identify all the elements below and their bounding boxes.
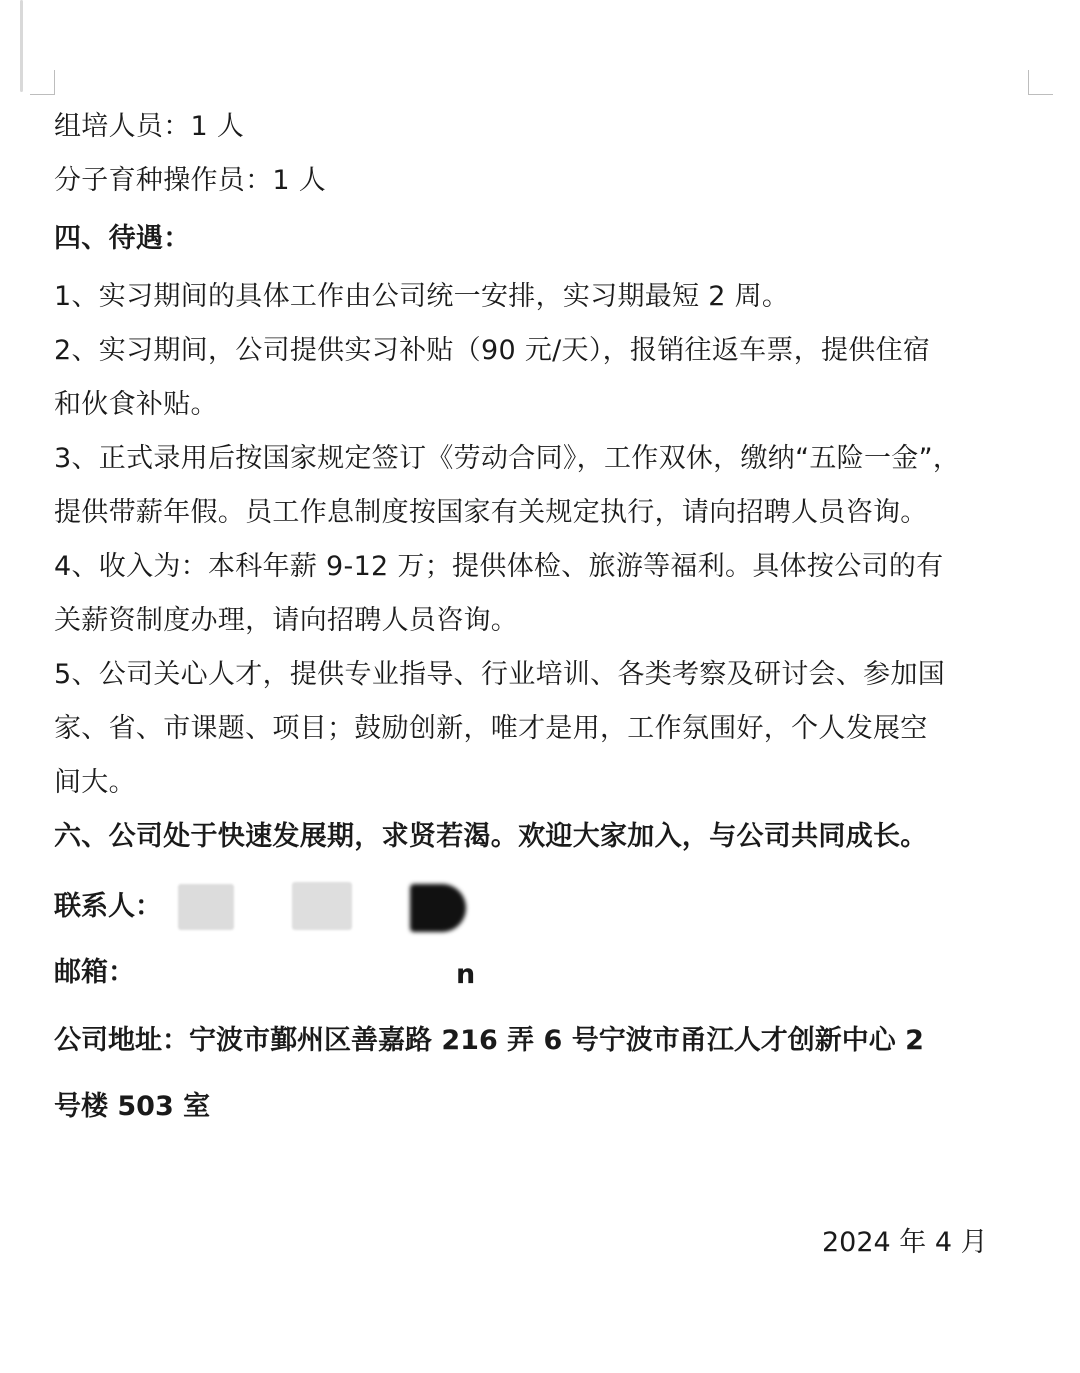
staff-line-tissue-culture: 组培人员：1 人 [54,111,245,142]
redaction-blur-1 [178,884,234,930]
address-line-2: 号楼 503 室 [54,1091,211,1122]
benefit-item-4 [54,540,1034,648]
email-label: 邮箱： [54,957,135,988]
benefit-item-3 [54,432,1034,540]
benefit-item-1-line: 1、实习期间的具体工作由公司统一安排，实习期最短 2 周。 [54,281,790,312]
scroll-edge-indicator [20,0,23,92]
staff-line-molecular-breeding: 分子育种操作员：1 人 [54,165,327,196]
benefit-item-5-line-1: 5、公司关心人才，提供专业指导、行业培训、各类考察及研讨会、参加国 [54,659,946,690]
section-4-title: 四、待遇： [54,223,191,254]
benefit-item-2-line-2: 和伙食补贴。 [54,389,218,420]
benefit-item-2-line-1: 2、实习期间，公司提供实习补贴（90 元/天），报销往返车票，提供住宿 [54,335,931,366]
email-row [54,946,135,1000]
benefit-item-3-line-1: 3、正式录用后按国家规定签订《劳动合同》，工作双休，缴纳“五险一金”， [54,443,961,474]
contact-person-row [54,880,162,934]
address-line-1: 公司地址：宁波市鄞州区善嘉路 216 弄 6 号宁波市甬江人才创新中心 2 [54,1025,924,1056]
page-corner-mark-right [1028,70,1053,95]
benefit-item-5-line-2: 家、省、市课题、项目；鼓励创新，唯才是用，工作氛围好，个人发展空 [54,713,928,744]
benefit-item-5-line-3: 间大。 [54,767,136,798]
document-body [54,100,1034,864]
page-corner-mark-left [30,70,55,95]
email-visible-fragment: n [456,959,476,990]
redaction-blur-2 [292,882,352,930]
benefit-item-3-line-2: 提供带薪年假。员工作息制度按国家有关规定执行，请向招聘人员咨询。 [54,497,928,528]
benefit-item-4-line-1: 4、收入为：本科年薪 9-12 万；提供体检、旅游等福利。具体按公司的有 [54,551,944,582]
benefit-item-5 [54,648,1034,810]
contact-person-label: 联系人： [54,891,162,922]
benefit-item-1 [54,270,1034,324]
section-6-statement: 六、公司处于快速发展期，求贤若渴。欢迎大家加入，与公司共同成长。 [54,821,928,852]
benefit-item-4-line-2: 关薪资制度办理，请向招聘人员咨询。 [54,605,519,636]
document-date: 2024 年 4 月 [822,1227,988,1258]
benefit-item-2 [54,324,1034,432]
redaction-blur-3 [410,884,466,932]
